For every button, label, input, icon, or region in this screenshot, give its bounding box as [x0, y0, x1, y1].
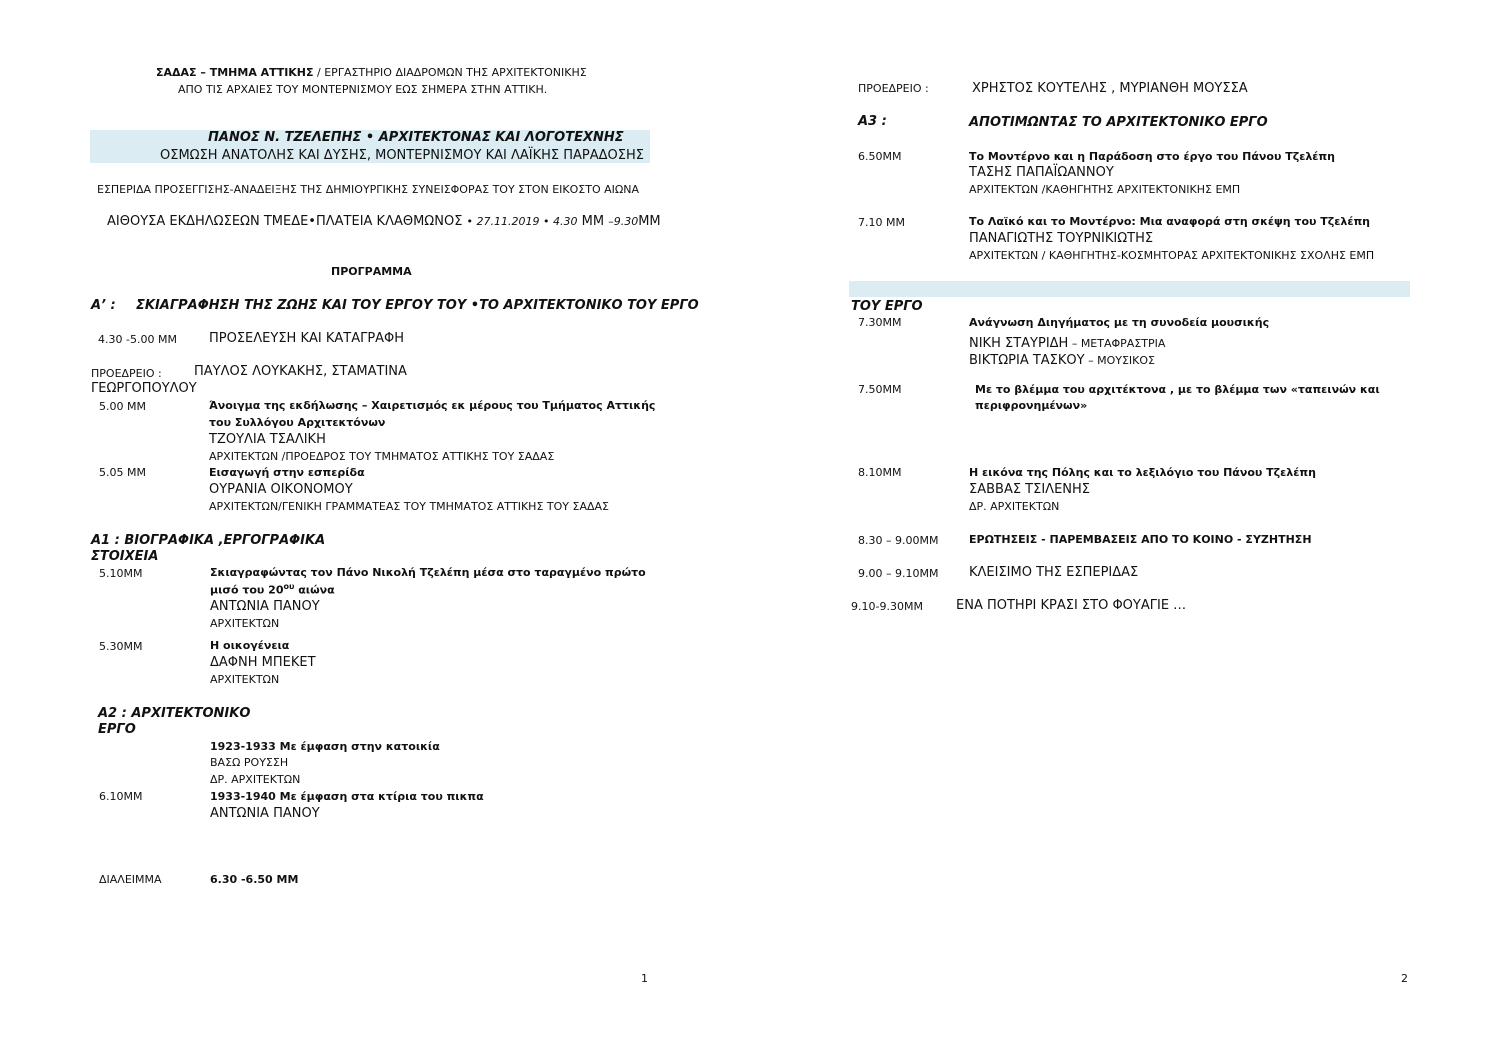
section-a-title: ΣΚΙΑΓΡΑΦΗΣΗ ΤΗΣ ΖΩΗΣ ΚΑΙ ΤΟΥ ΕΡΓΟΥ ΤΟΥ •ΤΟ ΑΡΧΙΤΕΚΤΟΝΙΚΟ ΤΟΥ ΕΡΓΟ — [136, 298, 699, 313]
wine-time: 9.10-9.30ΜΜ — [851, 600, 923, 613]
opening-title-line1: Άνοιγμα της εκδήλωσης – Χαιρετισμός εκ μέρους του Τμήματος Αττικής — [209, 399, 656, 412]
talk1-time: 5.10ΜΜ — [99, 567, 143, 580]
opening-speaker: ΤΖΟΥΛΙΑ ΤΣΑΛΙΚΗ — [209, 432, 326, 447]
header-line-2: ΑΠΟ ΤΙΣ ΑΡΧΑΙΕΣ ΤΟΥ ΜΟΝΤΕΡΝΙΣΜΟΥ ΕΩΣ ΣΗΜΕΡΑ ΣΤΗΝ ΑΤΤΙΚΗ. — [178, 83, 548, 96]
header-workshop: / ΕΡΓΑΣΤΗΡΙΟ ΔΙΑΔΡΟΜΩΝ ΤΗΣ ΑΡΧΙΤΕΚΤΟΝΙΚΗΣ — [313, 66, 587, 79]
intro-speaker: ΟΥΡΑΝΙΑ ΟΙΚΟΝΟΜΟΥ — [209, 482, 353, 497]
presidium-label: ΠΡΟΕΔΡΕΙΟ : — [91, 367, 162, 380]
talk9-speaker: ΣΑΒΒΑΣ ΤΣΙΛΕΝΗΣ — [969, 482, 1090, 497]
talk1-role: ΑΡΧΙΤΕΚΤΩΝ — [210, 617, 280, 630]
talk1-title-line2 — [210, 582, 335, 597]
section-a3-label: Α3 : — [858, 114, 887, 129]
talk4-title: 1933-1940 Με έμφαση στα κτίρια του πικπα — [210, 790, 484, 803]
talk6-role: ΑΡΧΙΤΕΚΤΩΝ / ΚΑΘΗΓΗΤΗΣ-ΚΟΣΜΗΤΟΡΑΣ ΑΡΧΙΤΕΚΤΟΝΙΚΗΣ ΣΧΟΛΗΣ ΕΜΠ — [969, 249, 1375, 262]
intro-title: Εισαγωγή στην εσπερίδα — [209, 466, 365, 479]
talk5-speaker: ΤΑΣΗΣ ΠΑΠΑΪΩΑΝΝΟΥ — [969, 165, 1114, 180]
talk6-speaker: ΠΑΝΑΓΙΩΤΗΣ ΤΟΥΡΝΙΚΙΩΤΗΣ — [969, 231, 1154, 246]
event-subtitle: ΟΣΜΩΣΗ ΑΝΑΤΟΛΗΣ ΚΑΙ ΔΥΣΗΣ, ΜΟΝΤΕΡΝΙΣΜΟΥ ΚΑΙ ΛΑΪΚΗΣ ΠΑΡΑΔΟΣΗΣ — [160, 148, 644, 163]
talk3-role: ΔΡ. ΑΡΧΙΤΕΚΤΩΝ — [210, 773, 301, 786]
presidium-label-2: ΠΡΟΕΔΡΕΙΟ : — [858, 82, 929, 95]
wine-text: ΕΝΑ ΠΟΤΗΡΙ ΚΡΑΣΙ ΣΤΟ ΦΟΥΑΓΙΕ … — [956, 598, 1187, 613]
intro-role: ΑΡΧΙΤΕΚΤΩΝ/ΓΕΝΙΚΗ ΓΡΑΜΜΑΤΕΑΣ ΤΟΥ ΤΜΗΜΑΤΟΣ ΑΤΤΙΚΗΣ ΤΟΥ ΣΑΔΑΣ — [209, 500, 609, 513]
talk9-title: Η εικόνα της Πόλης και το λεξιλόγιο του Πάνου Τζελέπη — [969, 466, 1316, 479]
talk3-title: 1923-1933 Με έμφαση στην κατοικία — [210, 740, 440, 753]
talk4-time: 6.10ΜΜ — [99, 790, 143, 803]
event-end-time: –9.30 — [608, 215, 639, 228]
talk1-title-line1: Σκιαγραφώντας τον Πάνο Νικολή Τζελέπη μέσα στο ταραγμένο πρώτο — [210, 566, 646, 579]
talk5-title: Το Μοντέρνο και η Παράδοση στο έργο του Πάνου Τζελέπη — [969, 150, 1335, 163]
event-date-time: • 27.11.2019 • 4.30 — [466, 215, 578, 228]
talk3-speaker: ΒΑΣΩ ΡΟΥΣΣΗ — [210, 756, 289, 769]
talk8-time: 7.50ΜΜ — [858, 383, 902, 396]
section-a3-title: ΑΠΟΤΙΜΩΝΤΑΣ ΤΟ ΑΡΧΙΤΕΚΤΟΝΙΚΟ ΕΡΓΟ — [969, 115, 1268, 130]
break-label: ΔΙΑΛΕΙΜΜΑ — [99, 873, 162, 886]
opening-title-line2: του Συλλόγου Αρχιτεκτόνων — [209, 416, 386, 429]
opening-time: 5.00 ΜΜ — [99, 400, 146, 413]
talk2-role: ΑΡΧΙΤΕΚΤΩΝ — [210, 673, 280, 686]
talk5-role: ΑΡΧΙΤΕΚΤΩΝ /ΚΑΘΗΓΗΤΗΣ ΑΡΧΙΤΕΚΤΟΝΙΚΗΣ ΕΜΠ — [969, 183, 1241, 196]
break-time: 6.30 -6.50 ΜΜ — [210, 873, 299, 886]
talk7-speaker1: ΝΙΚΗ ΣΤΑΥΡΙΔΗ — [969, 336, 1069, 351]
time-unit-start: ΜΜ — [577, 214, 609, 229]
programme-heading: ΠΡΟΓΡΑΜΜΑ — [331, 265, 412, 278]
talk4-speaker: ΑΝΤΩΝΙΑ ΠΑΝΟΥ — [210, 806, 320, 821]
venue: ΑΙΘΟΥΣΑ ΕΚΔΗΛΩΣΕΩΝ ΤΜΕΔΕ•ΠΛΑΤΕΙΑ ΚΛΑΘΜΩΝΟΣ — [107, 214, 467, 229]
talk6-time: 7.10 ΜΜ — [858, 216, 905, 229]
presidium-names-line2: ΓΕΩΡΓΟΠΟΥΛΟΥ — [91, 381, 197, 396]
talk1-speaker: ΑΝΤΩΝΙΑ ΠΑΝΟΥ — [210, 599, 320, 614]
presidium-names-line1: ΠΑΥΛΟΣ ΛΟΥΚΑΚΗΣ, ΣΤΑΜΑΤΙΝΑ — [194, 364, 407, 379]
talk5-time: 6.50ΜΜ — [858, 150, 902, 163]
closing-time: 9.00 – 9.10ΜΜ — [858, 567, 939, 580]
talk8-title-line2: περιφρονημένων» — [975, 399, 1088, 412]
section-a1-line2: ΣΤΟΙΧΕΙΑ — [91, 549, 159, 564]
header-org: ΣΑΔΑΣ – ΤΜΗΜΑ ΑΤΤΙΚΗΣ — [156, 66, 314, 79]
header-line-1 — [156, 66, 587, 79]
event-title: ΠΑΝΟΣ Ν. ΤΖΕΛΕΠΗΣ • ΑΡΧΙΤΕΚΤΟΝΑΣ ΚΑΙ ΛΟΓΟΤΕΧΝΗΣ — [208, 130, 624, 145]
section-a2-line2: ΕΡΓΟ — [98, 722, 136, 737]
talk6-title: Το Λαϊκό και το Μοντέρνο: Μια αναφορά στη σκέψη του Τζελέπη — [969, 215, 1371, 228]
page-number-2: 2 — [1401, 972, 1408, 985]
talk1-title-end: αιώνα — [294, 583, 335, 597]
closing-text: ΚΛΕΙΣΙΜΟ ΤΗΣ ΕΣΠΕΡΙΔΑΣ — [969, 565, 1139, 580]
talk2-time: 5.30ΜΜ — [99, 640, 143, 653]
talk7-speaker2-line — [969, 349, 1155, 368]
intro-time: 5.05 ΜΜ — [99, 466, 146, 479]
talk2-speaker: ΔΑΦΝΗ ΜΠΕΚΕΤ — [210, 655, 316, 670]
talk2-title: Η οικογένεια — [210, 639, 290, 652]
opening-role: ΑΡΧΙΤΕΚΤΩΝ /ΠΡΟΕΔΡΟΣ ΤΟΥ ΤΜΗΜΑΤΟΣ ΑΤΤΙΚΗΣ ΤΟΥ ΣΑΔΑΣ — [209, 450, 555, 463]
talk7-speaker2: ΒΙΚΤΩΡΙΑ ΤΑΣΚΟΥ — [969, 353, 1085, 368]
arrival-time: 4.30 -5.00 ΜΜ — [98, 333, 177, 346]
presidium-names-2: ΧΡΗΣΤΟΣ ΚΟΥΤΕΛΗΣ , ΜΥΡΙΑΝΘΗ ΜΟΥΣΣΑ — [972, 81, 1248, 96]
talk1-title-sup: ου — [283, 582, 295, 591]
arrival-text: ΠΡΟΣΕΛΕΥΣΗ ΚΑΙ ΚΑΤΑΓΡΑΦΗ — [209, 331, 405, 346]
talk1-title-part: μισό του 20 — [210, 583, 284, 597]
talk7-time: 7.30ΜΜ — [858, 316, 902, 329]
section-a-label: Α’ : — [91, 298, 116, 313]
talk9-time: 8.10ΜΜ — [858, 466, 902, 479]
section-a1-line1: Α1 : ΒΙΟΓΡΑΦΙΚΑ ,ΕΡΓΟΓΡΑΦΙΚΑ — [91, 533, 326, 548]
event-description: ΕΣΠΕΡΙΔΑ ΠΡΟΣΕΓΓΙΣΗΣ-ΑΝΑΔΕΙΞΗΣ ΤΗΣ ΔΗΜΙΟΥΡΓΙΚΗΣ ΣΥΝΕΙΣΦΟΡΑΣ ΤΟΥ ΣΤΟΝ ΕΙΚΟΣΤΟ ΑΙΩΝΑ — [97, 183, 640, 196]
venue-line — [107, 214, 661, 229]
talk7-role1: – ΜΕΤΑΦΡΑΣΤΡΙΑ — [1068, 337, 1166, 350]
qa-time: 8.30 – 9.00ΜΜ — [858, 534, 939, 547]
qa-text: ΕΡΩΤΗΣΕΙΣ - ΠΑΡΕΜΒΑΣΕΙΣ ΑΠΟ ΤΟ ΚΟΙΝΟ - ΣΥΖΗΤΗΣΗ — [969, 533, 1312, 546]
section-a2-line1: Α2 : ΑΡΧΙΤΕΚΤΟΝΙΚΟ — [98, 706, 251, 721]
section-b-highlight-band — [849, 281, 1410, 297]
talk9-role: ΔΡ. ΑΡΧΙΤΕΚΤΩΝ — [969, 500, 1060, 513]
section-b-title: ΤΟΥ ΕΡΓΟ — [851, 299, 923, 314]
page-number-1: 1 — [641, 972, 648, 985]
talk8-title-line1: Με το βλέμμα του αρχιτέκτονα , με το βλέμμα των «ταπεινών και — [975, 383, 1380, 396]
time-unit-end: ΜΜ — [638, 214, 661, 229]
talk7-role2: – ΜΟΥΣΙΚΟΣ — [1084, 354, 1155, 367]
talk7-title: Ανάγνωση Διηγήματος με τη συνοδεία μουσικής — [969, 316, 1270, 329]
